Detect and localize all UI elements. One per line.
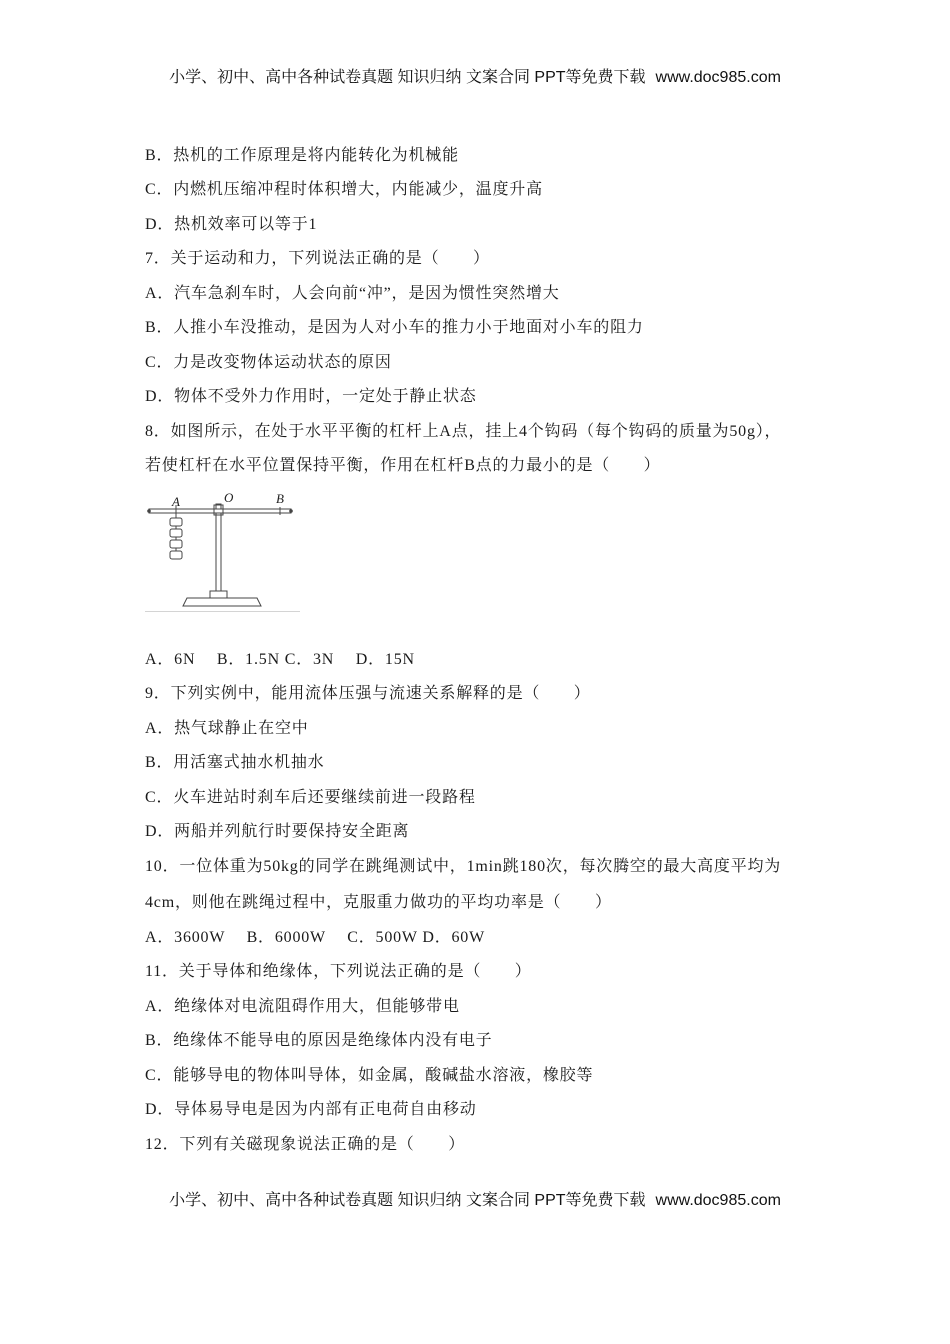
q6-option-c: C．内燃机压缩冲程时体积增大，内能减少，温度升高 xyxy=(145,181,543,198)
q10-options: A．3600W B．6000W C．500W D．60W xyxy=(145,929,485,946)
q11-option-a: A．绝缘体对电流阻碍作用大，但能够带电 xyxy=(145,998,460,1015)
q7-stem: 7．关于运动和力，下列说法正确的是（ ） xyxy=(145,250,490,267)
q8-stem-line-2: 若使杠杆在水平位置保持平衡，作用在杠杆B点的力最小的是（ ） xyxy=(145,457,661,474)
q9-option-a: A．热气球静止在空中 xyxy=(145,720,309,737)
hook-weight xyxy=(170,529,182,537)
page-header xyxy=(0,67,950,89)
q12-stem: 12．下列有关磁现象说法正确的是（ ） xyxy=(145,1136,466,1153)
stand-neck xyxy=(210,591,227,598)
header-text: 小学、初中、高中各种试卷真题 知识归纳 文案合同 PPT等免费下载 xyxy=(169,69,646,86)
q11-option-b: B．绝缘体不能导电的原因是绝缘体内没有电子 xyxy=(145,1032,493,1049)
q10-stem-line-1: 10．一位体重为50kg的同学在跳绳测试中，1min跳180次，每次腾空的最大高度平均为 xyxy=(145,858,782,875)
q9-option-c: C．火车进站时刹车后还要继续前进一段路程 xyxy=(145,789,476,806)
q11-stem: 11．关于导体和绝缘体，下列说法正确的是（ ） xyxy=(145,963,532,980)
q11-option-d: D．导体易导电是因为内部有正电荷自由移动 xyxy=(145,1101,477,1118)
hook-weight xyxy=(170,540,182,548)
q7-option-a: A．汽车急刹车时，人会向前“冲”，是因为惯性突然增大 xyxy=(145,285,560,302)
lever-end-right xyxy=(289,509,293,513)
pivot-post xyxy=(216,504,221,594)
lever-bar xyxy=(149,509,291,513)
hook-weight xyxy=(170,518,182,526)
q8-options: A．6N B．1.5N C．3N D．15N xyxy=(145,651,415,668)
q7-option-d: D．物体不受外力作用时，一定处于静止状态 xyxy=(145,388,477,405)
stand-base xyxy=(183,598,261,606)
q6-option-b: B．热机的工作原理是将内能转化为机械能 xyxy=(145,147,459,164)
label-o: O xyxy=(224,490,234,505)
footer-site: www.doc985.com xyxy=(655,1192,781,1209)
q10-stem-line-2: 4cm，则他在跳绳过程中，克服重力做功的平均功率是（ ） xyxy=(145,894,612,911)
q9-option-b: B．用活塞式抽水机抽水 xyxy=(145,754,325,771)
q6-option-d: D．热机效率可以等于1 xyxy=(145,216,318,233)
q9-stem: 9．下列实例中，能用流体压强与流速关系解释的是（ ） xyxy=(145,685,591,702)
label-b: B xyxy=(276,491,284,506)
header-site: www.doc985.com xyxy=(655,69,781,86)
page-footer xyxy=(0,1190,950,1212)
q8-stem-line-1: 8．如图所示，在处于水平平衡的杠杆上A点，挂上4个钩码（每个钩码的质量为50g）， xyxy=(145,423,782,440)
q7-option-b: B．人推小车没推动，是因为人对小车的推力小于地面对小车的阻力 xyxy=(145,319,644,336)
footer-text: 小学、初中、高中各种试卷真题 知识归纳 文案合同 PPT等免费下载 xyxy=(169,1192,646,1209)
hook-weight xyxy=(170,551,182,559)
q11-option-c: C．能够导电的物体叫导体，如金属，酸碱盐水溶液，橡胶等 xyxy=(145,1067,594,1084)
lever-figure xyxy=(145,490,300,615)
q7-option-c: C．力是改变物体运动状态的原因 xyxy=(145,354,392,371)
q9-option-d: D．两船并列航行时要保持安全距离 xyxy=(145,823,410,840)
lever-end-left xyxy=(147,509,151,513)
label-a: A xyxy=(172,494,180,509)
